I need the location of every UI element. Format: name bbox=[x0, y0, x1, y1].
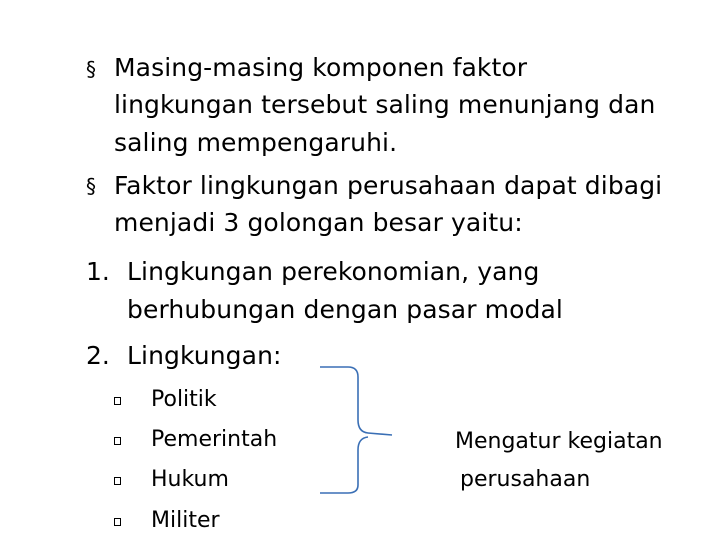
list-number: 2. bbox=[86, 341, 110, 370]
sub-bullet-icon bbox=[114, 477, 121, 485]
numbered-1-line-2: berhubungan dengan pasar modal bbox=[127, 295, 563, 324]
note-line-2: perusahaan bbox=[460, 467, 591, 492]
bullet-marker: § bbox=[86, 174, 96, 198]
note-line-1: Mengatur kegiatan bbox=[455, 429, 663, 454]
bullet-2-line-1: Faktor lingkungan perusahaan dapat dibagi bbox=[114, 171, 663, 200]
sub-bullet-icon bbox=[114, 437, 121, 445]
list-number: 1. bbox=[86, 257, 110, 286]
sub-item-militer: Militer bbox=[151, 508, 220, 533]
numbered-1-line-1: Lingkungan perekonomian, yang bbox=[127, 257, 540, 286]
bullet-1-line-3: saling mempengaruhi. bbox=[114, 128, 398, 157]
bullet-1-line-2: lingkungan tersebut saling menunjang dan bbox=[114, 90, 656, 119]
curly-brace-icon bbox=[310, 360, 410, 500]
sub-item-hukum: Hukum bbox=[151, 467, 229, 492]
sub-bullet-icon bbox=[114, 397, 121, 405]
numbered-2-line-1: Lingkungan: bbox=[127, 341, 282, 370]
sub-bullet-icon bbox=[114, 518, 121, 526]
bullet-2-line-2: menjadi 3 golongan besar yaitu: bbox=[114, 208, 523, 237]
bullet-1-line-1: Masing-masing komponen faktor bbox=[114, 53, 528, 82]
bullet-marker: § bbox=[86, 57, 96, 81]
sub-item-politik: Politik bbox=[151, 387, 217, 412]
sub-item-pemerintah: Pemerintah bbox=[151, 427, 278, 452]
